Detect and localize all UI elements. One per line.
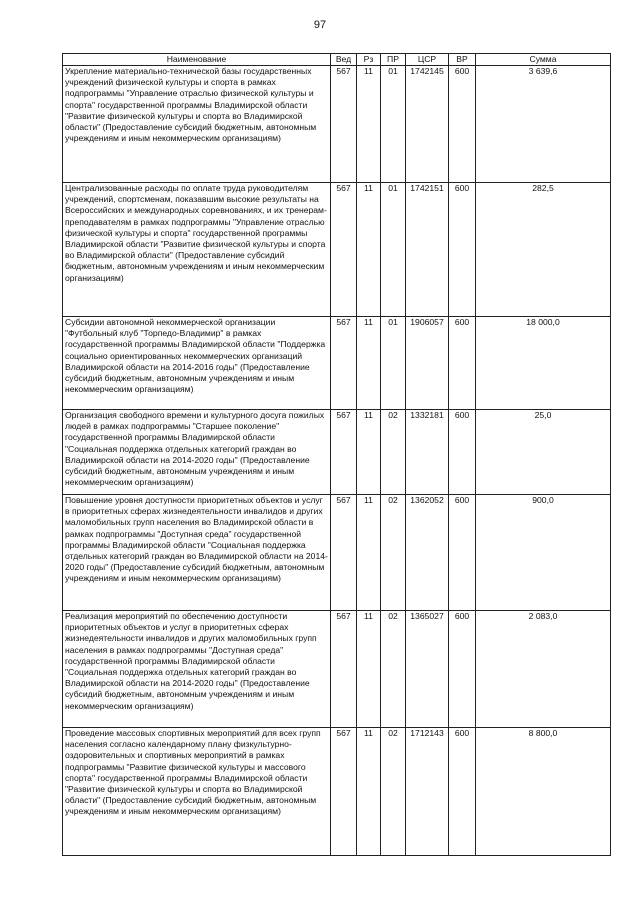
row-name: Проведение массовых спортивных мероприятий для всех групп населения согласно календарному плану физкультурно-оздоровительных и спортивных мероприятий в рамках подпрограммы "Развитие физической культуры и массового спорта" государственной программы Владимирской области "Развитие физической культуры и спорта во Владимирской области" (Предоставление субсидий бюджетным, автономным учреждениям и иным некоммерческим организациям)	[63, 728, 331, 856]
row-vr: 600	[449, 183, 476, 317]
row-ved: 567	[331, 66, 357, 183]
row-sum: 3 639,6	[476, 66, 611, 183]
row-rz: 11	[357, 611, 381, 728]
row-csr: 1362052	[406, 495, 449, 611]
table-header-row	[63, 54, 611, 66]
row-name: Реализация мероприятий по обеспечению доступности приоритетных объектов и услуг в приоритетных сферах жизнедеятельности инвалидов и других маломобильных групп населения в рамках подпрограммы "Доступная среда" государственной программы Владимирской области "Социальная поддержка отдельных категорий граждан во Владимирской области на 2014-2020 годы" (Предоставление субсидий бюджетным, автономным учреждениям и иным некоммерческим организациям)	[63, 611, 331, 728]
row-pr: 01	[381, 183, 406, 317]
row-csr: 1906057	[406, 317, 449, 410]
row-vr: 600	[449, 495, 476, 611]
table-row	[63, 183, 611, 317]
table-row	[63, 495, 611, 611]
table-row	[63, 611, 611, 728]
header-rz: Рз	[357, 54, 381, 66]
row-pr: 01	[381, 66, 406, 183]
row-pr: 02	[381, 495, 406, 611]
row-csr: 1365027	[406, 611, 449, 728]
row-ved: 567	[331, 728, 357, 856]
row-name: Повышение уровня доступности приоритетных объектов и услуг в приоритетных сферах жизнедеятельности инвалидов и других маломобильных групп населения во Владимирской области в рамках подпрограммы "Доступная среда" государственной программы Владимирской области "Социальная поддержка отдельных категорий граждан во Владимирской области на 2014-2020 годы" (Предоставление субсидий бюджетным, автономным учреждениям и иным некоммерческим организациям)	[63, 495, 331, 611]
row-csr: 1712143	[406, 728, 449, 856]
row-rz: 11	[357, 317, 381, 410]
row-vr: 600	[449, 728, 476, 856]
header-name: Наименование	[63, 54, 331, 66]
row-ved: 567	[331, 611, 357, 728]
row-pr: 02	[381, 611, 406, 728]
header-ved: Вед	[331, 54, 357, 66]
header-vr: ВР	[449, 54, 476, 66]
table-row	[63, 410, 611, 495]
row-name: Централизованные расходы по оплате труда руководителям учреждений, спортсменам, показавшим высокие результаты на Всероссийских и международных соревнованиях, и их тренерам-преподавателям в рамках подпрограммы "Управление отраслью физической культуры и спорта" государственной программы Владимирской области "Развитие физической культуры и спорта во Владимирской области" (Предоставление субсидий бюджетным, автономным учреждениям и иным некоммерческим организациям)	[63, 183, 331, 317]
table-row	[63, 66, 611, 183]
row-vr: 600	[449, 611, 476, 728]
row-sum: 8 800,0	[476, 728, 611, 856]
header-sum: Сумма	[476, 54, 611, 66]
row-csr: 1332181	[406, 410, 449, 495]
table-row	[63, 317, 611, 410]
row-sum: 18 000,0	[476, 317, 611, 410]
row-csr: 1742145	[406, 66, 449, 183]
row-sum: 900,0	[476, 495, 611, 611]
page-number: 97	[313, 19, 327, 31]
row-vr: 600	[449, 410, 476, 495]
row-vr: 600	[449, 317, 476, 410]
budget-table	[62, 53, 611, 856]
row-name: Субсидии автономной некоммерческой организации "Футбольный клуб "Торпедо-Владимир" в рамках государственной программы Владимирской области "Поддержка социально ориентированных некоммерческих организаций Владимирской области на 2014-2016 годы" (Предоставление субсидий бюджетным, автономным учреждениям и иным некоммерческим организациям)	[63, 317, 331, 410]
header-pr: ПР	[381, 54, 406, 66]
row-pr: 02	[381, 728, 406, 856]
row-sum: 2 083,0	[476, 611, 611, 728]
table-row	[63, 728, 611, 856]
row-rz: 11	[357, 728, 381, 856]
row-vr: 600	[449, 66, 476, 183]
row-ved: 567	[331, 183, 357, 317]
row-sum: 25,0	[476, 410, 611, 495]
row-pr: 01	[381, 317, 406, 410]
row-rz: 11	[357, 410, 381, 495]
header-csr: ЦСР	[406, 54, 449, 66]
row-name: Укрепление материально-технической базы государственных учреждений физической культуры и спорта в рамках подпрограммы "Управление отраслью физической культуры и спорта" государственной программы Владимирской области "Развитие физической культуры и спорта во Владимирской области" (Предоставление субсидий бюджетным, автономным учреждениям и иным некоммерческим организациям)	[63, 66, 331, 183]
row-sum: 282,5	[476, 183, 611, 317]
row-name: Организация свободного времени и культурного досуга пожилых людей в рамках подпрограммы "Старшее поколение" государственной программы Владимирской области "Социальная поддержка отдельных категорий граждан во Владимирской области на 2014-2020 годы" (Предоставление субсидий бюджетным, автономным учреждениям и иным некоммерческим организациям)	[63, 410, 331, 495]
row-ved: 567	[331, 317, 357, 410]
row-rz: 11	[357, 183, 381, 317]
row-ved: 567	[331, 410, 357, 495]
row-ved: 567	[331, 495, 357, 611]
row-rz: 11	[357, 495, 381, 611]
row-csr: 1742151	[406, 183, 449, 317]
row-pr: 02	[381, 410, 406, 495]
row-rz: 11	[357, 66, 381, 183]
